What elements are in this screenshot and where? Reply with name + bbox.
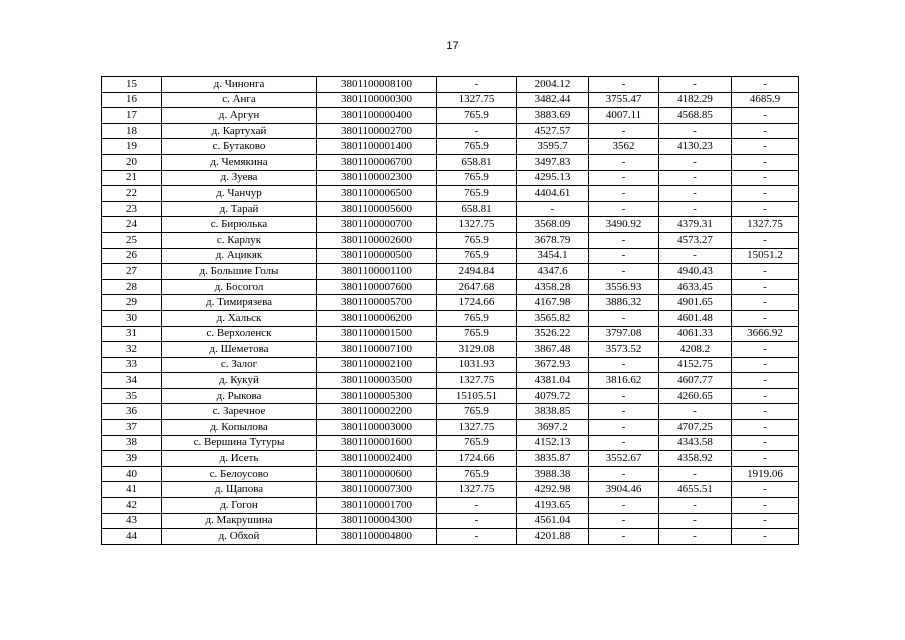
oktmo-code-cell: 3801100003000 — [317, 420, 437, 436]
table-row — [102, 232, 799, 248]
value-cell-1: 1327.75 — [437, 420, 517, 436]
table-row — [102, 123, 799, 139]
oktmo-code-cell: 3801100001100 — [317, 264, 437, 280]
value-cell-1: 765.9 — [437, 248, 517, 264]
value-cell-4: - — [659, 466, 732, 482]
row-number-cell: 18 — [102, 123, 162, 139]
table-row — [102, 279, 799, 295]
row-number-cell: 19 — [102, 139, 162, 155]
oktmo-code-cell: 3801100004800 — [317, 529, 437, 545]
oktmo-code-cell: 3801100000700 — [317, 217, 437, 233]
oktmo-code-cell: 3801100005700 — [317, 295, 437, 311]
value-cell-1: 658.81 — [437, 154, 517, 170]
settlement-name-cell: д. Чанчур — [162, 186, 317, 202]
row-number-cell: 37 — [102, 420, 162, 436]
value-cell-2: 3672.93 — [517, 357, 589, 373]
value-cell-4: 4182.29 — [659, 92, 732, 108]
value-cell-5: - — [732, 357, 799, 373]
value-cell-4: - — [659, 170, 732, 186]
value-cell-2: 4079.72 — [517, 388, 589, 404]
value-cell-2: 4358.28 — [517, 279, 589, 295]
value-cell-4: 4655.51 — [659, 482, 732, 498]
settlement-name-cell: д. Копылова — [162, 420, 317, 436]
row-number-cell: 24 — [102, 217, 162, 233]
value-cell-5: - — [732, 513, 799, 529]
settlement-name-cell: д. Ацикяк — [162, 248, 317, 264]
value-cell-1: 1724.66 — [437, 295, 517, 311]
settlement-name-cell: с. Залог — [162, 357, 317, 373]
table-row — [102, 404, 799, 420]
oktmo-code-cell: 3801100001400 — [317, 139, 437, 155]
value-cell-1: 1031.93 — [437, 357, 517, 373]
value-cell-1: 658.81 — [437, 201, 517, 217]
value-cell-2: 2004.12 — [517, 77, 589, 93]
value-cell-1: 765.9 — [437, 466, 517, 482]
settlement-name-cell: д. Щапова — [162, 482, 317, 498]
value-cell-2: 3497.83 — [517, 154, 589, 170]
value-cell-3: 3552.67 — [589, 451, 659, 467]
value-cell-4: 4358.92 — [659, 451, 732, 467]
settlement-name-cell: д. Чинонга — [162, 77, 317, 93]
row-number-cell: 39 — [102, 451, 162, 467]
settlement-name-cell: д. Картухай — [162, 123, 317, 139]
value-cell-1: 765.9 — [437, 404, 517, 420]
value-cell-4: 4568.85 — [659, 108, 732, 124]
settlement-name-cell: д. Тарай — [162, 201, 317, 217]
value-cell-3: 3904.46 — [589, 482, 659, 498]
value-cell-5: - — [732, 388, 799, 404]
settlement-name-cell: с. Бутаково — [162, 139, 317, 155]
row-number-cell: 31 — [102, 326, 162, 342]
value-cell-2: 3867.48 — [517, 342, 589, 358]
row-number-cell: 26 — [102, 248, 162, 264]
settlement-name-cell: с. Заречное — [162, 404, 317, 420]
value-cell-2: 3482.44 — [517, 92, 589, 108]
value-cell-4: - — [659, 498, 732, 514]
table-row — [102, 435, 799, 451]
value-cell-4: - — [659, 123, 732, 139]
value-cell-4: 4601.48 — [659, 310, 732, 326]
value-cell-1: 765.9 — [437, 139, 517, 155]
value-cell-1: 765.9 — [437, 170, 517, 186]
value-cell-4: - — [659, 404, 732, 420]
value-cell-2: 4295.13 — [517, 170, 589, 186]
settlement-name-cell: д. Макрушина — [162, 513, 317, 529]
value-cell-1: 2494.84 — [437, 264, 517, 280]
settlement-name-cell: д. Шеметова — [162, 342, 317, 358]
value-cell-1: 1327.75 — [437, 92, 517, 108]
value-cell-2: 3988.38 — [517, 466, 589, 482]
value-cell-3: - — [589, 154, 659, 170]
settlement-name-cell: д. Гогон — [162, 498, 317, 514]
value-cell-5: - — [732, 342, 799, 358]
oktmo-code-cell: 3801100005600 — [317, 201, 437, 217]
value-cell-2: 3838.85 — [517, 404, 589, 420]
value-cell-3: - — [589, 529, 659, 545]
row-number-cell: 35 — [102, 388, 162, 404]
value-cell-4: - — [659, 248, 732, 264]
value-cell-2: 3697.2 — [517, 420, 589, 436]
value-cell-1: 1327.75 — [437, 217, 517, 233]
value-cell-5: - — [732, 310, 799, 326]
value-cell-1: - — [437, 513, 517, 529]
value-cell-4: 4208.2 — [659, 342, 732, 358]
value-cell-5: - — [732, 201, 799, 217]
value-cell-1: - — [437, 77, 517, 93]
value-cell-4: 4061.33 — [659, 326, 732, 342]
settlement-name-cell: с. Вершина Тутуры — [162, 435, 317, 451]
value-cell-2: 4193.65 — [517, 498, 589, 514]
row-number-cell: 23 — [102, 201, 162, 217]
value-cell-2: 4347.6 — [517, 264, 589, 280]
value-cell-1: 1327.75 — [437, 373, 517, 389]
row-number-cell: 32 — [102, 342, 162, 358]
value-cell-2: 3526.22 — [517, 326, 589, 342]
value-cell-3: - — [589, 248, 659, 264]
row-number-cell: 25 — [102, 232, 162, 248]
value-cell-4: 4573.27 — [659, 232, 732, 248]
table-row — [102, 201, 799, 217]
value-cell-5: - — [732, 139, 799, 155]
settlement-name-cell: с. Карлук — [162, 232, 317, 248]
value-cell-4: 4379.31 — [659, 217, 732, 233]
table-row — [102, 498, 799, 514]
value-cell-5: 15051.2 — [732, 248, 799, 264]
value-cell-1: 1327.75 — [437, 482, 517, 498]
value-cell-2: 4404.61 — [517, 186, 589, 202]
value-cell-2: 4152.13 — [517, 435, 589, 451]
row-number-cell: 43 — [102, 513, 162, 529]
row-number-cell: 30 — [102, 310, 162, 326]
row-number-cell: 29 — [102, 295, 162, 311]
oktmo-code-cell: 3801100002200 — [317, 404, 437, 420]
settlement-name-cell: д. Хальск — [162, 310, 317, 326]
value-cell-1: - — [437, 529, 517, 545]
settlement-name-cell: д. Чемякина — [162, 154, 317, 170]
oktmo-code-cell: 3801100002100 — [317, 357, 437, 373]
oktmo-code-cell: 3801100002600 — [317, 232, 437, 248]
oktmo-code-cell: 3801100005300 — [317, 388, 437, 404]
row-number-cell: 16 — [102, 92, 162, 108]
value-cell-1: 15105.51 — [437, 388, 517, 404]
value-cell-1: 765.9 — [437, 108, 517, 124]
oktmo-code-cell: 3801100001500 — [317, 326, 437, 342]
value-cell-5: - — [732, 186, 799, 202]
table-row — [102, 92, 799, 108]
value-cell-3: - — [589, 388, 659, 404]
value-cell-4: 4901.65 — [659, 295, 732, 311]
oktmo-code-cell: 3801100007600 — [317, 279, 437, 295]
settlement-name-cell: д. Рыкова — [162, 388, 317, 404]
value-cell-2: 4167.98 — [517, 295, 589, 311]
row-number-cell: 22 — [102, 186, 162, 202]
settlement-name-cell: д. Зуева — [162, 170, 317, 186]
value-cell-2: 4561.04 — [517, 513, 589, 529]
row-number-cell: 44 — [102, 529, 162, 545]
settlement-name-cell: с. Бирюлька — [162, 217, 317, 233]
value-cell-5: - — [732, 435, 799, 451]
value-cell-5: - — [732, 420, 799, 436]
value-cell-1: - — [437, 498, 517, 514]
value-cell-3: - — [589, 310, 659, 326]
row-number-cell: 38 — [102, 435, 162, 451]
value-cell-5: - — [732, 529, 799, 545]
value-cell-3: 3797.08 — [589, 326, 659, 342]
value-cell-4: 4260.65 — [659, 388, 732, 404]
settlement-name-cell: с. Белоусово — [162, 466, 317, 482]
table-row — [102, 310, 799, 326]
table-row — [102, 342, 799, 358]
value-cell-3: 3490.92 — [589, 217, 659, 233]
value-cell-5: 1327.75 — [732, 217, 799, 233]
value-cell-4: 4607.77 — [659, 373, 732, 389]
table-row — [102, 326, 799, 342]
value-cell-4: - — [659, 513, 732, 529]
tariff-table — [101, 76, 799, 545]
row-number-cell: 20 — [102, 154, 162, 170]
value-cell-4: - — [659, 154, 732, 170]
value-cell-1: 3129.08 — [437, 342, 517, 358]
table-row — [102, 77, 799, 93]
table-row — [102, 248, 799, 264]
page-number: 17 — [446, 40, 459, 52]
value-cell-1: 2647.68 — [437, 279, 517, 295]
oktmo-code-cell: 3801100001600 — [317, 435, 437, 451]
value-cell-3: 3886.32 — [589, 295, 659, 311]
oktmo-code-cell: 3801100002300 — [317, 170, 437, 186]
value-cell-1: 765.9 — [437, 326, 517, 342]
value-cell-5: - — [732, 451, 799, 467]
value-cell-4: 4130.23 — [659, 139, 732, 155]
value-cell-3: - — [589, 466, 659, 482]
table-row — [102, 513, 799, 529]
value-cell-5: - — [732, 123, 799, 139]
value-cell-5: 4685.9 — [732, 92, 799, 108]
value-cell-5: - — [732, 170, 799, 186]
value-cell-4: - — [659, 77, 732, 93]
value-cell-3: - — [589, 201, 659, 217]
oktmo-code-cell: 3801100000600 — [317, 466, 437, 482]
settlement-name-cell: д. Аргун — [162, 108, 317, 124]
row-number-cell: 15 — [102, 77, 162, 93]
table-row — [102, 264, 799, 280]
value-cell-2: 3454.1 — [517, 248, 589, 264]
settlement-name-cell: д. Тимирязева — [162, 295, 317, 311]
value-cell-5: - — [732, 154, 799, 170]
value-cell-1: 765.9 — [437, 310, 517, 326]
value-cell-5: - — [732, 77, 799, 93]
value-cell-4: - — [659, 186, 732, 202]
value-cell-2: - — [517, 201, 589, 217]
settlement-name-cell: д. Исеть — [162, 451, 317, 467]
row-number-cell: 34 — [102, 373, 162, 389]
table-row — [102, 154, 799, 170]
row-number-cell: 40 — [102, 466, 162, 482]
value-cell-2: 3595.7 — [517, 139, 589, 155]
oktmo-code-cell: 3801100007100 — [317, 342, 437, 358]
value-cell-3: - — [589, 435, 659, 451]
value-cell-1: 765.9 — [437, 186, 517, 202]
value-cell-4: 4343.58 — [659, 435, 732, 451]
settlement-name-cell: д. Большие Голы — [162, 264, 317, 280]
value-cell-1: 765.9 — [437, 232, 517, 248]
value-cell-5: - — [732, 373, 799, 389]
settlement-name-cell: д. Обхой — [162, 529, 317, 545]
value-cell-3: - — [589, 232, 659, 248]
value-cell-2: 3835.87 — [517, 451, 589, 467]
settlement-name-cell: с. Верхоленск — [162, 326, 317, 342]
value-cell-3: 3556.93 — [589, 279, 659, 295]
value-cell-2: 4292.98 — [517, 482, 589, 498]
oktmo-code-cell: 3801100006500 — [317, 186, 437, 202]
value-cell-5: - — [732, 498, 799, 514]
table-row — [102, 466, 799, 482]
row-number-cell: 42 — [102, 498, 162, 514]
value-cell-3: 3562 — [589, 139, 659, 155]
value-cell-2: 3568.09 — [517, 217, 589, 233]
value-cell-3: - — [589, 498, 659, 514]
value-cell-5: 3666.92 — [732, 326, 799, 342]
table-row — [102, 139, 799, 155]
oktmo-code-cell: 3801100001700 — [317, 498, 437, 514]
value-cell-3: - — [589, 77, 659, 93]
settlement-name-cell: с. Анга — [162, 92, 317, 108]
value-cell-3: - — [589, 513, 659, 529]
row-number-cell: 33 — [102, 357, 162, 373]
table-row — [102, 373, 799, 389]
table-row — [102, 170, 799, 186]
oktmo-code-cell: 3801100000500 — [317, 248, 437, 264]
oktmo-code-cell: 3801100006700 — [317, 154, 437, 170]
value-cell-4: 4940.43 — [659, 264, 732, 280]
value-cell-5: - — [732, 232, 799, 248]
value-cell-4: - — [659, 201, 732, 217]
table-row — [102, 295, 799, 311]
value-cell-3: 3573.52 — [589, 342, 659, 358]
table-row — [102, 186, 799, 202]
value-cell-5: 1919.06 — [732, 466, 799, 482]
value-cell-2: 3883.69 — [517, 108, 589, 124]
value-cell-4: 4633.45 — [659, 279, 732, 295]
value-cell-1: 765.9 — [437, 435, 517, 451]
oktmo-code-cell: 3801100000400 — [317, 108, 437, 124]
row-number-cell: 28 — [102, 279, 162, 295]
value-cell-5: - — [732, 279, 799, 295]
value-cell-1: - — [437, 123, 517, 139]
value-cell-4: 4707.25 — [659, 420, 732, 436]
value-cell-5: - — [732, 295, 799, 311]
row-number-cell: 17 — [102, 108, 162, 124]
value-cell-4: 4152.75 — [659, 357, 732, 373]
value-cell-1: 1724.66 — [437, 451, 517, 467]
value-cell-3: - — [589, 123, 659, 139]
table-row — [102, 108, 799, 124]
value-cell-3: - — [589, 357, 659, 373]
value-cell-3: 4007.11 — [589, 108, 659, 124]
oktmo-code-cell: 3801100007300 — [317, 482, 437, 498]
value-cell-5: - — [732, 108, 799, 124]
table-row — [102, 217, 799, 233]
settlement-name-cell: д. Кукуй — [162, 373, 317, 389]
value-cell-5: - — [732, 482, 799, 498]
row-number-cell: 27 — [102, 264, 162, 280]
table-row — [102, 529, 799, 545]
row-number-cell: 41 — [102, 482, 162, 498]
value-cell-2: 4381.04 — [517, 373, 589, 389]
value-cell-3: - — [589, 264, 659, 280]
value-cell-2: 3565.82 — [517, 310, 589, 326]
value-cell-3: - — [589, 170, 659, 186]
table-row — [102, 357, 799, 373]
oktmo-code-cell: 3801100006200 — [317, 310, 437, 326]
value-cell-3: - — [589, 420, 659, 436]
oktmo-code-cell: 3801100000300 — [317, 92, 437, 108]
value-cell-3: 3755.47 — [589, 92, 659, 108]
oktmo-code-cell: 3801100002400 — [317, 451, 437, 467]
value-cell-5: - — [732, 264, 799, 280]
value-cell-3: - — [589, 186, 659, 202]
row-number-cell: 36 — [102, 404, 162, 420]
table-row — [102, 388, 799, 404]
value-cell-5: - — [732, 404, 799, 420]
table-row — [102, 451, 799, 467]
table-row — [102, 420, 799, 436]
table-body — [102, 77, 799, 545]
value-cell-2: 4201.88 — [517, 529, 589, 545]
value-cell-4: - — [659, 529, 732, 545]
oktmo-code-cell: 3801100004300 — [317, 513, 437, 529]
oktmo-code-cell: 3801100008100 — [317, 77, 437, 93]
oktmo-code-cell: 3801100003500 — [317, 373, 437, 389]
oktmo-code-cell: 3801100002700 — [317, 123, 437, 139]
settlement-name-cell: д. Босогол — [162, 279, 317, 295]
value-cell-3: 3816.62 — [589, 373, 659, 389]
value-cell-2: 3678.79 — [517, 232, 589, 248]
row-number-cell: 21 — [102, 170, 162, 186]
table-row — [102, 482, 799, 498]
value-cell-3: - — [589, 404, 659, 420]
value-cell-2: 4527.57 — [517, 123, 589, 139]
